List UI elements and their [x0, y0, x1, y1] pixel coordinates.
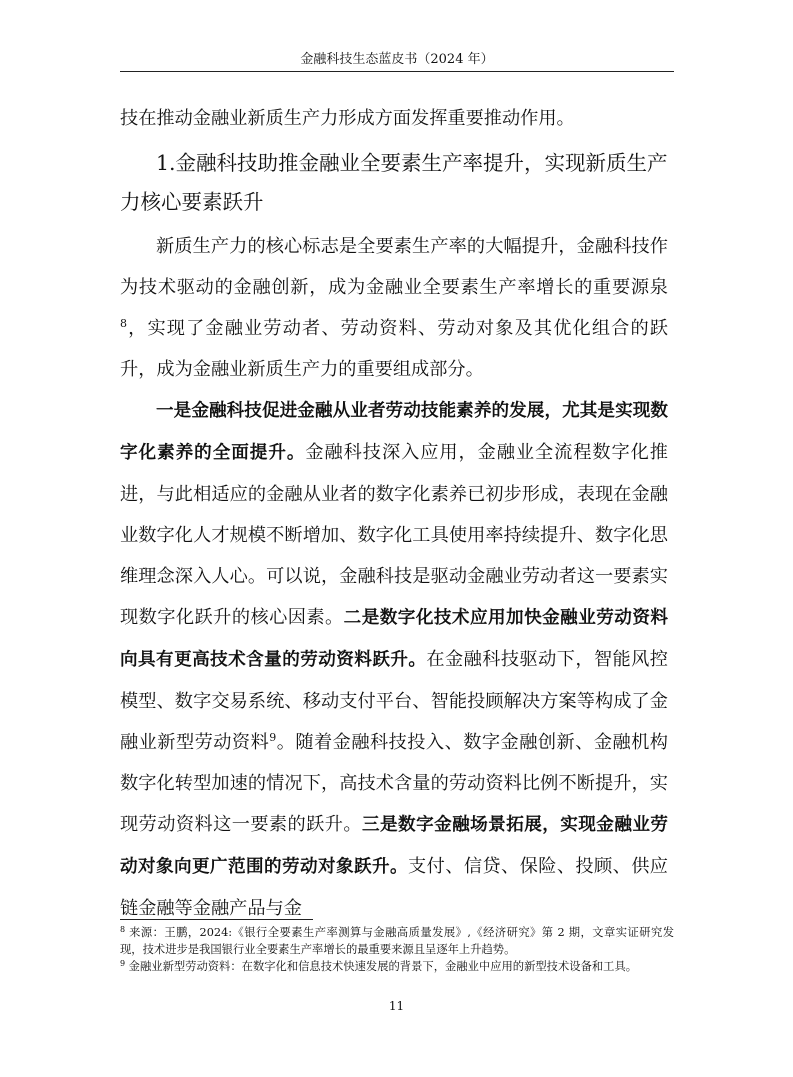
footnote-rule [120, 919, 313, 920]
bold-point-2: 二是数字化技术应用加快金融业劳动资料向具有更高技术含量的劳动资料跃升。 [120, 608, 668, 670]
footnote-8 [120, 924, 674, 958]
paragraph-continued: 技在推动金融业新质生产力形成方面发挥重要推动作用。 [120, 108, 575, 129]
running-header: 金融科技生态蓝皮书（2024 年） [300, 52, 494, 67]
footnote-9 [120, 958, 674, 975]
footnotes [120, 924, 674, 975]
footnote-8-text: 来源：王鹏，2024:《银行全要素生产率测算与金融高质量发展》,《经济研究》第 2 期，文章实证研究发现，技术进步是我国银行业全要素生产率增长的最重要来源且呈逐年上升趋势。 [120, 926, 674, 956]
paragraph-1-text-b: ，实现了金融业劳动者、劳动资料、劳动对象及其优化组合的跃升，成为金融业新质生产力的重要组成部分。 [120, 318, 668, 380]
footnote-9-number: 9 [120, 959, 126, 968]
bold-point-1: 一是金融科技促进金融从业者劳动技能素养的发展，尤其是实现数字化素养的全面提升。 [120, 401, 668, 463]
page-number: 11 [388, 999, 405, 1013]
header-rule [120, 71, 674, 72]
paragraph-1-text-a: 新质生产力的核心标志是全要素生产率的大幅提升，金融科技作为技术驱动的金融创新，成为金融业全要素生产率增长的重要源泉 [120, 236, 668, 298]
paragraph-2 [120, 390, 668, 929]
footnote-8-number: 8 [120, 925, 126, 934]
section-heading: 1.金融科技助推金融业全要素生产率提升，实现新质生产力核心要素跃升 [120, 151, 668, 214]
bold-point-3: 三是数字金融场景拓展，实现金融业劳动对象向更广范围的劳动对象跃升。 [120, 815, 668, 877]
body-text [120, 98, 668, 929]
paragraph-2-text-3: 。随着金融科技投入、数字金融创新、金融机构数字化转型加速的情况下，高技术含量的劳动资料比例不断提升，实现劳动资料这一要素的跃升。 [120, 732, 668, 835]
footnote-ref-8[interactable]: 8 [120, 317, 127, 330]
paragraph-2-text-2: 在金融科技驱动下，智能风控模型、数字交易系统、移动支付平台、智能投顾解决方案等构成了金融业新型劳动资料 [120, 649, 668, 753]
paragraph-1 [120, 226, 668, 390]
footnote-ref-9[interactable]: 9 [269, 731, 277, 744]
footnote-9-text: 金融业新型劳动资料：在数字化和信息技术快速发展的背景下，金融业中应用的新型技术设备和工具。 [125, 960, 638, 973]
paragraph-2-text-4: 支付、信贷、保险、投顾、供应链金融等金融产品与金 [120, 856, 668, 919]
paragraph-2-text-1: 金融科技深入应用，金融业全流程数字化推进，与此相适应的金融从业者的数字化素养已初步形成，表现在金融业数字化人才规模不断增加、数字化工具使用率持续提升、数字化思维理念深入人心。可以说，金融科技是驱动金融业劳动者这一要素实现数字化跃升的核心因素。 [120, 442, 668, 628]
